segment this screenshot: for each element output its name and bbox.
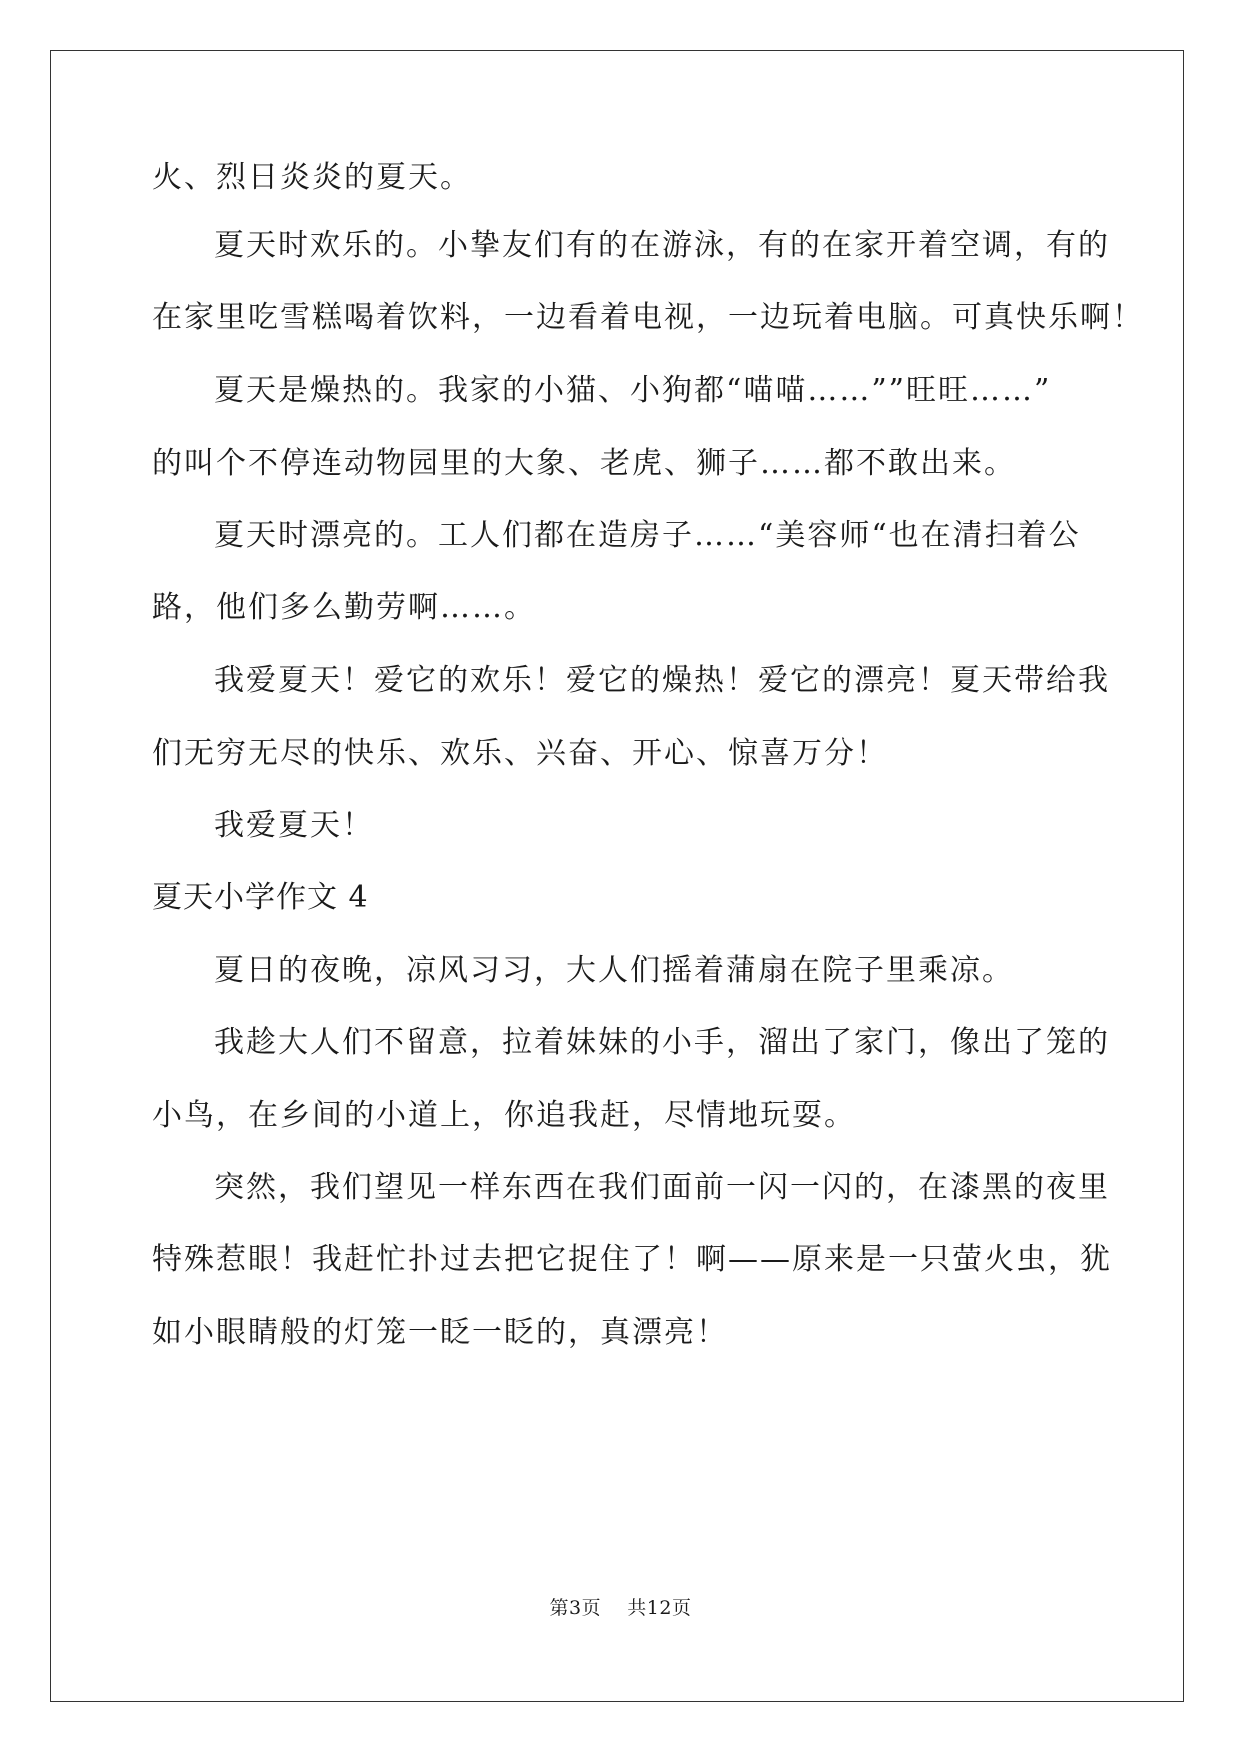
paragraph-line: 夏天是燥热的。我家的小猫、小狗都“喵喵……””旺旺……” xyxy=(214,373,1052,408)
paragraph-line: 夏天时欢乐的。小挚友们有的在游泳，有的在家开着空调，有的 xyxy=(214,228,1110,263)
body-line: 特殊惹眼！我赶忙扑过去把它捉住了！啊——原来是一只萤火虫，犹 xyxy=(152,1242,1112,1277)
paragraph-line: 我趁大人们不留意，拉着妹妹的小手，溜出了家门，像出了笼的 xyxy=(214,1025,1110,1060)
page-footer xyxy=(0,1596,1241,1620)
body-line: 路，他们多么勤劳啊……。 xyxy=(152,590,536,625)
paragraph-line: 夏天时漂亮的。工人们都在造房子……“美容师“也在清扫着公 xyxy=(214,518,1081,553)
section-heading: 夏天小学作文 4 xyxy=(152,880,369,915)
page-total: 共12页 xyxy=(627,1597,692,1619)
body-line: 们无穷无尽的快乐、欢乐、兴奋、开心、惊喜万分！ xyxy=(152,736,888,771)
body-line: 在家里吃雪糕喝着饮料，一边看着电视，一边玩着电脑。可真快乐啊！ xyxy=(152,300,1144,335)
body-line: 如小眼睛般的灯笼一眨一眨的，真漂亮！ xyxy=(152,1315,728,1350)
paragraph-line: 我爱夏天！ xyxy=(214,808,374,843)
body-line: 火、烈日炎炎的夏天。 xyxy=(152,160,472,195)
paragraph-line: 夏日的夜晚，凉风习习，大人们摇着蒲扇在院子里乘凉。 xyxy=(214,953,1014,988)
paragraph-line: 我爱夏天！爱它的欢乐！爱它的燥热！爱它的漂亮！夏天带给我 xyxy=(214,663,1110,698)
body-line: 的叫个不停连动物园里的大象、老虎、狮子……都不敢出来。 xyxy=(152,446,1016,481)
page-number: 第3页 xyxy=(549,1597,602,1619)
paragraph-line: 突然，我们望见一样东西在我们面前一闪一闪的，在漆黑的夜里 xyxy=(214,1170,1110,1205)
body-line: 小鸟，在乡间的小道上，你追我赶，尽情地玩耍。 xyxy=(152,1098,856,1133)
